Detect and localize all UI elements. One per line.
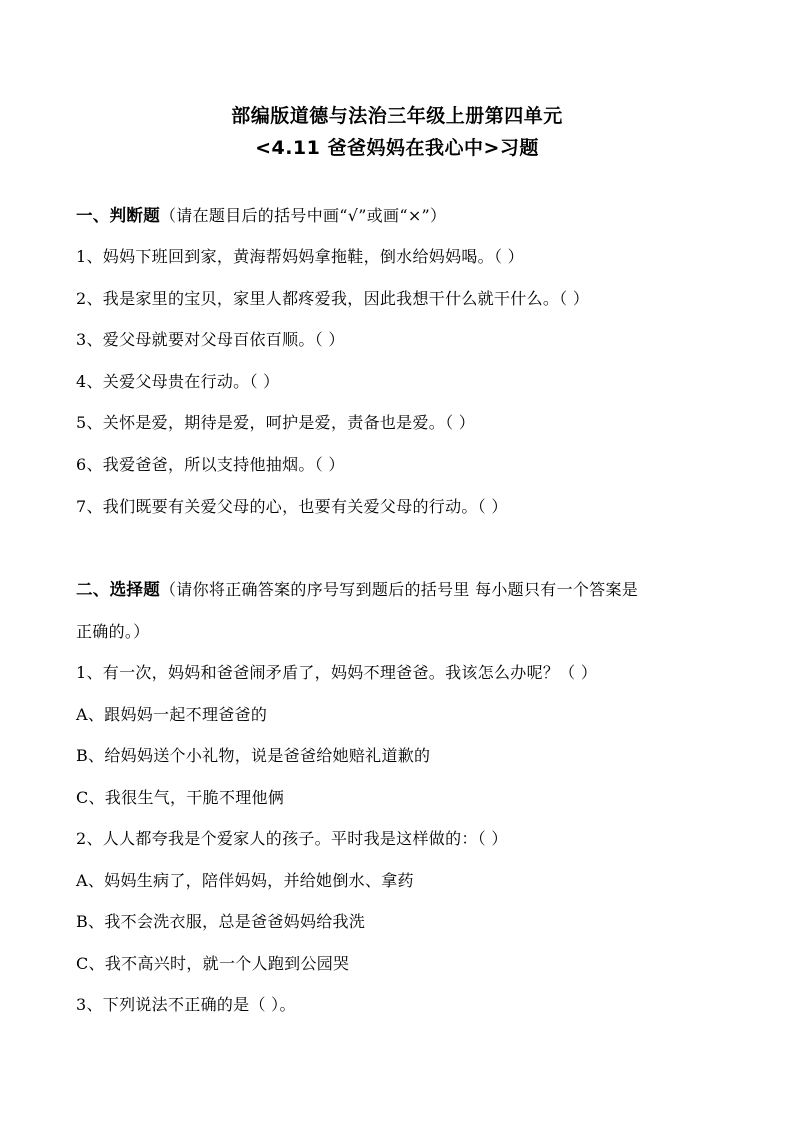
tf-question-1: 1、妈妈下班回到家，黄海帮妈妈拿拖鞋，倒水给妈妈喝。（ ） <box>76 247 524 266</box>
section1-heading-line <box>76 205 446 227</box>
tf-question-4: 4、关爱父母贵在行动。（ ） <box>76 372 280 391</box>
mc-q2-option-a: A、妈妈生病了，陪伴妈妈，并给她倒水、拿药 <box>76 871 414 890</box>
mc-question-1: 1、有一次，妈妈和爸爸闹矛盾了，妈妈不理爸爸。我该怎么办呢？（ ） <box>76 663 598 682</box>
mc-q2-option-b: B、我不会洗衣服，总是爸爸妈妈给我洗 <box>76 912 366 931</box>
tf-question-5: 5、关怀是爱，期待是爱，呵护是爱，责备也是爱。（ ） <box>76 413 476 432</box>
section2-note: （请你将正确答案的序号写到题后的括号里 每小题只有一个答案是 <box>160 580 639 599</box>
tf-question-6: 6、我爱爸爸，所以支持他抽烟。（ ） <box>76 455 345 474</box>
section1-note: （请在题目后的括号中画“√”或画“×”） <box>160 206 447 225</box>
mc-q2-option-c: C、我不高兴时，就一个人跑到公园哭 <box>76 954 350 973</box>
mc-q1-option-c: C、我很生气，干脆不理他俩 <box>76 788 285 807</box>
mc-question-3: 3、下列说法不正确的是（ ）。 <box>76 995 296 1014</box>
mc-q1-option-a: A、跟妈妈一起不理爸爸的 <box>76 705 268 724</box>
tf-question-7: 7、我们既要有关爱父母的心，也要有关爱父母的行动。（ ） <box>76 497 508 516</box>
section2-heading-line <box>76 579 638 601</box>
document-title-line1: 部编版道德与法治三年级上册第四单元 <box>231 105 563 127</box>
section2-note-continued: 正确的。） <box>76 622 150 641</box>
tf-question-3: 3、爱父母就要对父母百依百顺。（ ） <box>76 330 345 349</box>
section1-heading: 一、判断题 <box>76 206 160 225</box>
tf-question-2: 2、我是家里的宝贝，家里人都疼爱我，因此我想干什么就干什么。（ ） <box>76 289 590 308</box>
section2-heading: 二、选择题 <box>76 580 160 599</box>
document-title-line2: <4.11 爸爸妈妈在我心中>习题 <box>255 137 539 159</box>
mc-question-2: 2、人人都夸我是个爱家人的孩子。平时我是这样做的：（ ） <box>76 829 508 848</box>
mc-q1-option-b: B、给妈妈送个小礼物，说是爸爸给她赔礼道歉的 <box>76 746 431 765</box>
